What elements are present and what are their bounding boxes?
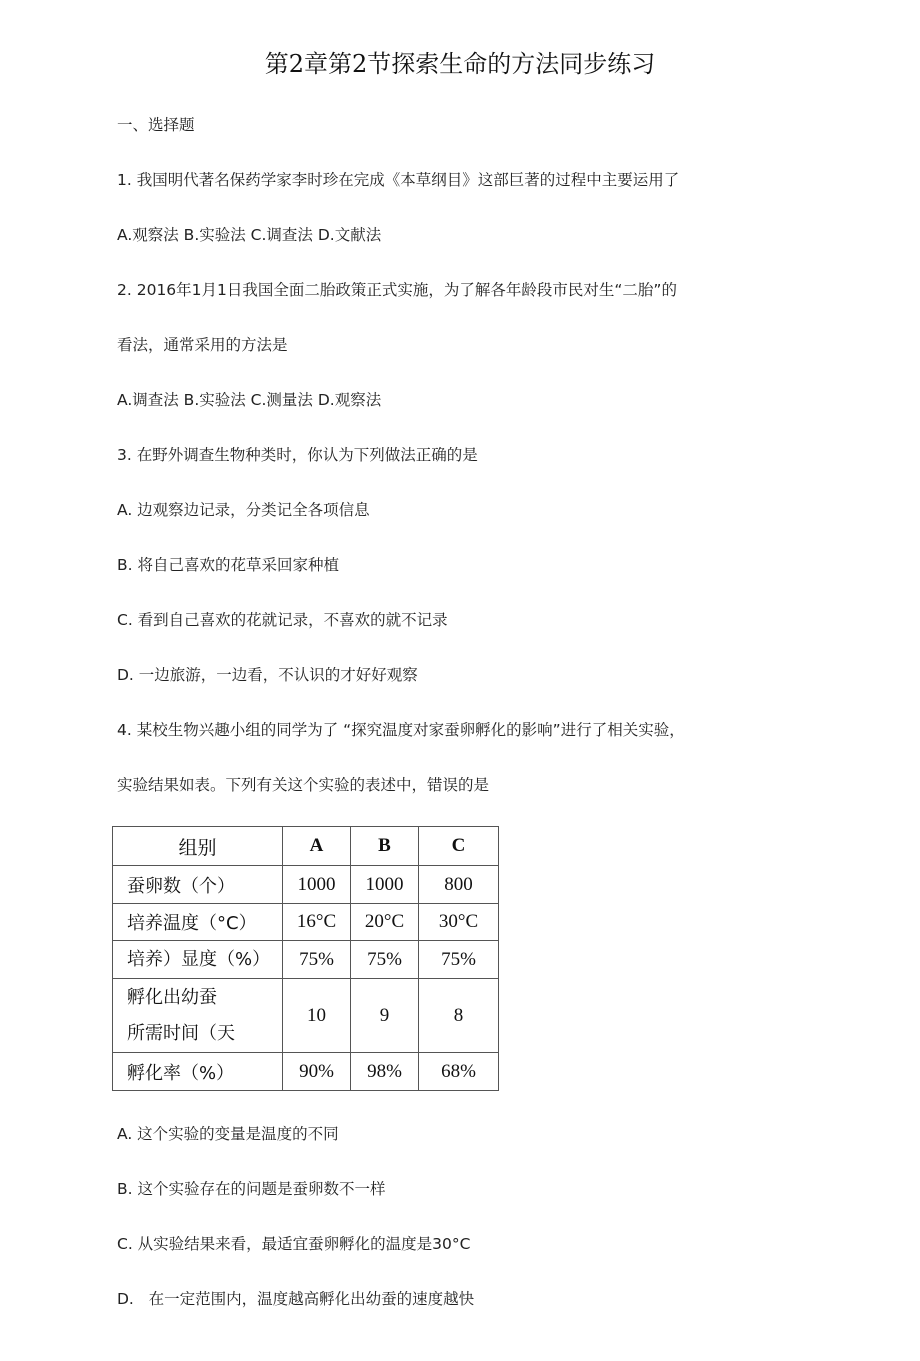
- question-4-option-c: C. 从实验结果来看，最适宜蚕卵孵化的温度是30°C: [117, 1235, 471, 1253]
- question-4-option-b: B. 这个实验存在的问题是蚕卵数不一样: [117, 1180, 386, 1198]
- row-label-egg-count: 蚕卵数（个）: [113, 866, 283, 904]
- table-row: [113, 904, 499, 941]
- page-title: 第2章第2节探索生命的方法同步练习: [264, 50, 656, 78]
- table-cell: 10: [283, 979, 351, 1053]
- table-row: [113, 866, 499, 904]
- question-2-stem-line1: 2. 2016年1月1日我国全面二胎政策正式实施，为了解各年龄段市民对生“二胎”的: [117, 281, 677, 299]
- header-group: 组别: [113, 827, 283, 866]
- question-3-option-b: B. 将自己喜欢的花草采回家种植: [117, 556, 339, 574]
- question-3-option-a: A. 边观察边记录，分类记全各项信息: [117, 501, 370, 519]
- question-2-options: A.调查法 B.实验法 C.测量法 D.观察法: [117, 391, 382, 409]
- table-cell: 1000: [351, 866, 419, 904]
- table-cell: 8: [419, 979, 499, 1053]
- row-label-hatch-time-line2: 所需时间（天: [127, 1022, 235, 1044]
- table-cell: 68%: [419, 1053, 499, 1091]
- header-group-a: A: [283, 827, 351, 866]
- table-cell: 1000: [283, 866, 351, 904]
- table-cell: 90%: [283, 1053, 351, 1091]
- question-1-stem: 1. 我国明代著名保药学家李时珍在完成《本草纲目》这部巨著的过程中主要运用了: [117, 171, 680, 189]
- table-header-row: [113, 827, 499, 866]
- header-group-b: B: [351, 827, 419, 866]
- row-label-hatch-time: [113, 979, 283, 1053]
- table-cell: 75%: [283, 941, 351, 979]
- header-group-c: C: [419, 827, 499, 866]
- experiment-results-table: [112, 826, 499, 1091]
- table-cell: 16°C: [283, 904, 351, 941]
- row-label-temperature: 培养温度（°C）: [113, 904, 283, 941]
- question-4-option-d: D. 在一定范围内，温度越高孵化出幼蚕的速度越快: [117, 1290, 475, 1308]
- question-4-stem-line2: 实验结果如表。下列有关这个实验的表述中，错误的是: [117, 776, 490, 794]
- section-heading: 一、选择题: [117, 116, 195, 134]
- table-cell: 20°C: [351, 904, 419, 941]
- table-row: [113, 979, 499, 1053]
- table-cell: 75%: [419, 941, 499, 979]
- question-2-stem-line2: 看法，通常采用的方法是: [117, 336, 288, 354]
- table-cell: 75%: [351, 941, 419, 979]
- question-1-options: A.观察法 B.实验法 C.调查法 D.文献法: [117, 226, 382, 244]
- table-row: [113, 1053, 499, 1091]
- table-cell: 800: [419, 866, 499, 904]
- question-3-option-c: C. 看到自己喜欢的花就记录，不喜欢的就不记录: [117, 611, 448, 629]
- row-label-humidity: [113, 941, 283, 979]
- question-3-option-d: D. 一边旅游，一边看，不认识的才好好观察: [117, 666, 418, 684]
- row-label-hatch-time-line1: 孵化出幼蚕: [127, 986, 217, 1008]
- question-3-stem: 3. 在野外调查生物种类时，你认为下列做法正确的是: [117, 446, 478, 464]
- table-cell: 30°C: [419, 904, 499, 941]
- table-cell: 98%: [351, 1053, 419, 1091]
- table-cell: 9: [351, 979, 419, 1053]
- question-4-option-a: A. 这个实验的变量是温度的不同: [117, 1125, 339, 1143]
- table-row: [113, 941, 499, 979]
- question-4-stem-line1: 4. 某校生物兴趣小组的同学为了 “探究温度对家蚕卵孵化的影响”进行了相关实验，: [117, 721, 685, 739]
- row-label-humidity-text: 培养）显度（%）: [127, 948, 271, 970]
- row-label-hatch-rate: 孵化率（%）: [113, 1053, 283, 1091]
